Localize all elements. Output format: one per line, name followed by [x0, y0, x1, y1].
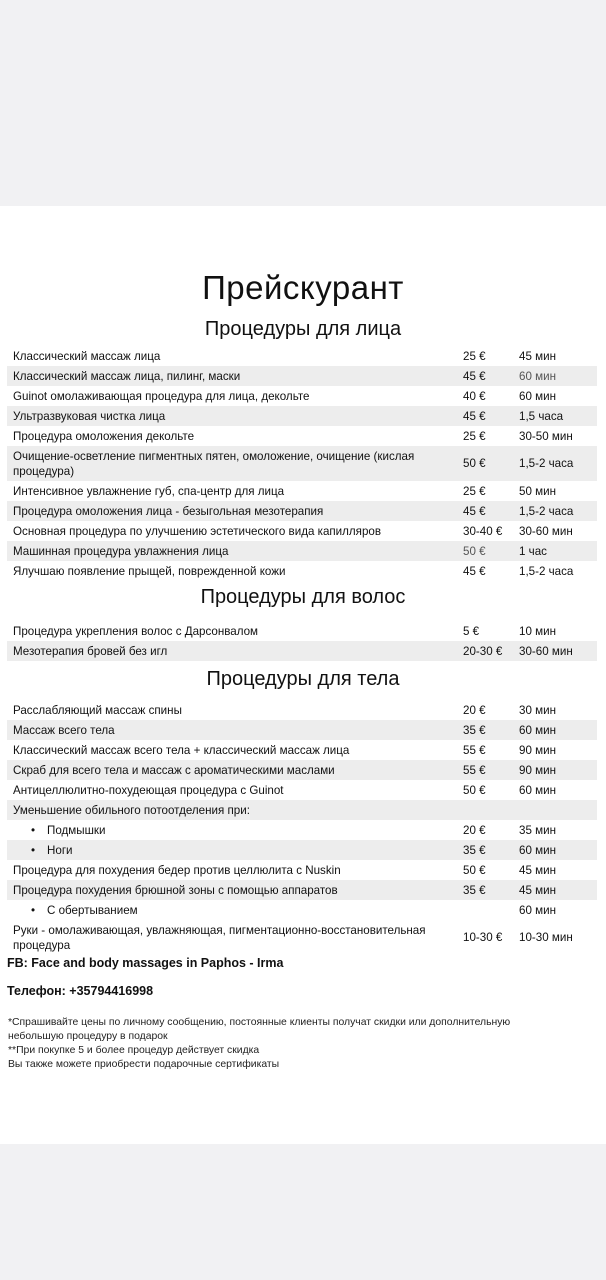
procedure-price: 25 € — [463, 349, 486, 363]
procedure-price: 55 € — [463, 763, 486, 777]
price-row — [7, 800, 597, 820]
phone-contact: Телефон: +35794416998 — [7, 984, 154, 998]
procedure-name: Процедура похудения брюшной зоны с помощью аппаратов — [13, 883, 338, 897]
procedure-price: 25 € — [463, 484, 486, 498]
price-row — [7, 860, 597, 880]
procedure-name: Расслабляющий массаж спины — [13, 703, 182, 717]
procedure-price: 5 € — [463, 624, 480, 638]
procedure-name: Ялучшаю появление прыщей, поврежденной кожи — [13, 564, 286, 578]
price-row — [7, 740, 597, 760]
procedure-price: 50 € — [463, 544, 486, 558]
face-price-table — [7, 346, 597, 581]
procedure-duration: 45 мин — [519, 863, 556, 877]
price-row — [7, 561, 597, 581]
procedure-duration: 60 мин — [519, 369, 556, 383]
procedure-duration: 60 мин — [519, 903, 556, 917]
procedure-price: 45 € — [463, 369, 486, 383]
body-price-table — [7, 700, 597, 955]
price-row — [7, 366, 597, 386]
procedure-duration: 45 мин — [519, 349, 556, 363]
footnote-bulk-discount: **При покупке 5 и более процедур действует скидка — [8, 1045, 260, 1056]
procedure-price: 35 € — [463, 883, 486, 897]
procedure-price: 50 € — [463, 457, 486, 470]
price-list-document — [0, 206, 606, 1144]
price-row — [7, 720, 597, 740]
procedure-name: Классический массаж всего тела + классический массаж лица — [13, 743, 350, 757]
price-row — [7, 501, 597, 521]
procedure-name-text: Ноги — [47, 843, 73, 857]
procedure-price: 45 € — [463, 504, 486, 518]
procedure-name — [7, 843, 463, 858]
procedure-name: Процедура омоложения декольте — [13, 429, 195, 443]
procedure-name: Классический массаж лица — [13, 349, 161, 363]
procedure-duration: 10-30 мин — [519, 931, 573, 944]
price-row — [7, 760, 597, 780]
procedure-price: 50 € — [463, 783, 486, 797]
facebook-contact: FB: Face and body massages in Paphos - Irma — [7, 956, 284, 970]
procedure-name: Процедура укрепления волос с Дарсонвалом — [13, 624, 259, 638]
procedure-duration: 30-50 мин — [519, 429, 573, 443]
price-row — [7, 346, 597, 366]
price-row — [7, 426, 597, 446]
procedure-price: 10-30 € — [463, 931, 503, 944]
procedure-name-text: Подмышки — [47, 823, 106, 837]
procedure-name: Руки - омолаживающая, увлажняющая, пигментационно-восстановительная процедура — [13, 923, 426, 952]
procedure-duration: 30-60 мин — [519, 524, 573, 538]
procedure-price: 35 € — [463, 723, 486, 737]
procedure-duration: 1,5-2 часа — [519, 504, 574, 518]
procedure-price: 35 € — [463, 843, 486, 857]
procedure-price: 50 € — [463, 863, 486, 877]
procedure-name: Ультразвуковая чистка лица — [13, 409, 166, 423]
procedure-name: Антицеллюлитно-похудеющая процедура с Guinot — [13, 783, 284, 797]
procedure-duration: 30-60 мин — [519, 644, 573, 658]
price-row — [7, 386, 597, 406]
procedure-duration: 60 мин — [519, 723, 556, 737]
procedure-duration: 1,5 часа — [519, 409, 564, 423]
procedure-duration: 45 мин — [519, 883, 556, 897]
procedure-name: Очищение-осветление пигментных пятен, омоложение, очищение (кислая процедура) — [13, 449, 415, 478]
price-row — [7, 780, 597, 800]
procedure-name-text: С обертыванием — [47, 903, 138, 917]
procedure-name: Интенсивное увлажнение губ, спа-центр для лица — [13, 484, 285, 498]
procedure-price: 45 € — [463, 564, 486, 578]
procedure-duration: 30 мин — [519, 703, 556, 717]
procedure-price: 25 € — [463, 429, 486, 443]
procedure-duration: 60 мин — [519, 783, 556, 797]
bullet-icon: • — [31, 843, 36, 857]
footnote-discount-info: *Спрашивайте цены по личному сообщению, постоянные клиенты получат скидки или дополнительную небольшую процедуру в подарок — [8, 1017, 511, 1042]
procedure-price: 20 € — [463, 823, 486, 837]
bullet-icon: • — [31, 823, 36, 837]
procedure-duration: 35 мин — [519, 823, 556, 837]
procedure-price: 55 € — [463, 743, 486, 757]
price-row — [7, 820, 597, 840]
price-row — [7, 880, 597, 900]
price-row — [7, 481, 597, 501]
price-row — [7, 446, 597, 481]
procedure-duration: 60 мин — [519, 843, 556, 857]
procedure-name — [7, 823, 463, 838]
procedure-name: Процедура омоложения лица - безыгольная мезотерапия — [13, 504, 324, 518]
procedure-name: Процедура для похудения бедер против целлюлита с Nuskin — [13, 863, 341, 877]
procedure-name: Основная процедура по улучшению эстетического вида капилляров — [13, 524, 382, 538]
footnote-gift-certificates: Вы также можете приобрести подарочные сертификаты — [8, 1059, 280, 1070]
procedure-name: Мезотерапия бровей без игл — [13, 644, 168, 658]
procedure-duration: 90 мин — [519, 763, 556, 777]
price-row — [7, 641, 597, 661]
body-section-heading: Процедуры для тела — [206, 668, 400, 690]
procedure-name: Машинная процедура увлажнения лица — [13, 544, 229, 558]
hair-price-table — [7, 621, 597, 661]
procedure-name: Классический массаж лица, пилинг, маски — [13, 369, 241, 383]
procedure-price: 20 € — [463, 703, 486, 717]
procedure-duration: 90 мин — [519, 743, 556, 757]
procedure-duration: 1,5-2 часа — [519, 564, 574, 578]
procedure-name: Скраб для всего тела и массаж с ароматическими маслами — [13, 763, 335, 777]
document-title: Прейскурант — [202, 269, 404, 306]
procedure-duration: 1,5-2 часа — [519, 457, 574, 470]
price-row — [7, 521, 597, 541]
procedure-name: Guinot омолаживающая процедура для лица, декольте — [13, 389, 310, 403]
procedure-price: 45 € — [463, 409, 486, 423]
procedure-duration: 50 мин — [519, 484, 556, 498]
footnotes — [8, 1016, 568, 1072]
price-row — [7, 700, 597, 720]
procedure-duration: 1 час — [519, 544, 547, 558]
face-section-heading: Процедуры для лица — [204, 318, 402, 340]
procedure-price: 20-30 € — [463, 644, 503, 658]
procedure-duration: 10 мин — [519, 624, 556, 638]
hair-section-heading: Процедуры для волос — [200, 586, 406, 608]
price-row — [7, 840, 597, 860]
price-row — [7, 541, 597, 561]
procedure-price: 40 € — [463, 389, 486, 403]
price-row — [7, 621, 597, 641]
price-row — [7, 900, 597, 920]
procedure-duration: 60 мин — [519, 389, 556, 403]
procedure-name: Массаж всего тела — [13, 723, 115, 737]
procedure-price: 30-40 € — [463, 524, 503, 538]
price-row — [7, 406, 597, 426]
procedure-name: Уменьшение обильного потоотделения при: — [13, 803, 250, 817]
bullet-icon: • — [31, 903, 36, 917]
procedure-name — [7, 903, 463, 918]
price-row — [7, 920, 597, 955]
